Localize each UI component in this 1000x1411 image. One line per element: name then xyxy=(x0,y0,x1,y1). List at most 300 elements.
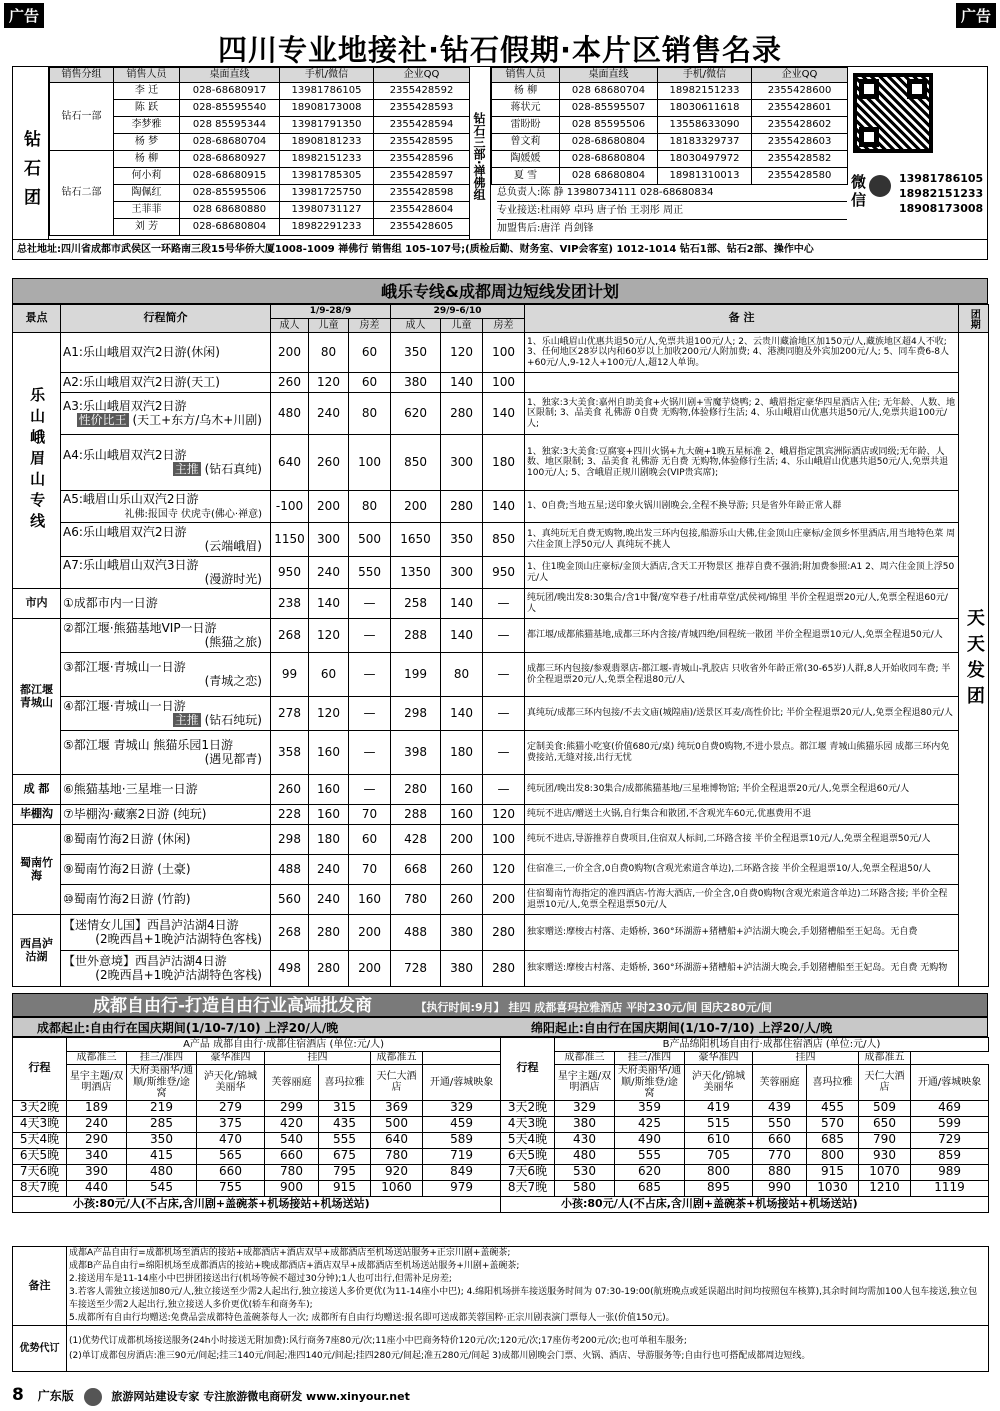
tour-price: 160 xyxy=(309,731,349,775)
sales-row xyxy=(492,168,848,185)
hotel-name: 开通/蓉城映象 xyxy=(423,1065,501,1101)
specialist-line: 专业接送:杜雨婷 卓玛 唐子怡 王羽彤 周正 xyxy=(497,202,847,220)
tour-price: 280 xyxy=(483,915,525,951)
brand-logo-icon xyxy=(84,1388,102,1406)
trip-days: 7天6晚 xyxy=(501,1164,555,1180)
tour-price: — xyxy=(349,775,391,805)
price-cell: 610 xyxy=(685,1132,753,1148)
sales-cell: 2355428594 xyxy=(374,117,470,134)
trip-subtitle: (2晚西昌+1晚泸沽湖特色客栈) xyxy=(95,931,262,946)
sales-cell: 13981725750 xyxy=(280,185,374,202)
price-cell: 470 xyxy=(197,1132,265,1148)
header-price-col: 成人 xyxy=(391,319,441,333)
price-cell: 480 xyxy=(127,1164,197,1180)
tour-note: 独家赠送:摩梭古村落、走婚桥, 360°环湖游+猪槽船+泸沽湖大晚会,手划猪槽船至王妃岛。无自费 无购物 xyxy=(525,951,959,987)
tour-price: 140 xyxy=(309,589,349,619)
hotel-grade: 成都准五 xyxy=(859,1052,911,1065)
price-cell: 420 xyxy=(265,1116,319,1132)
sales-header: 桌面直线 xyxy=(560,68,658,83)
sales-row xyxy=(492,100,848,117)
sales-cell: 028-68680704 xyxy=(180,134,280,151)
header-note: 备 注 xyxy=(525,305,959,333)
trip-days: 6天5晚 xyxy=(13,1148,67,1164)
price-cell: 930 xyxy=(859,1148,911,1164)
hotel-grade: 豪华准四 xyxy=(197,1052,265,1065)
tour-price: 199 xyxy=(391,653,441,697)
tour-note: 定制美食:熊猫小吃宴(价值680元/桌) 纯玩0自费0购物,不进小景点。都江堰 青城山熊猫乐园 成都三环内免费接站,无缝对接,出行无忧 xyxy=(525,731,959,775)
sales-cell: 2355428596 xyxy=(374,151,470,168)
price-cell: 660 xyxy=(753,1132,807,1148)
tour-price: — xyxy=(349,697,391,731)
hotel-name: 喜玛拉雅 xyxy=(319,1065,371,1101)
price-cell: 415 xyxy=(127,1148,197,1164)
header-price-col: 成人 xyxy=(271,319,309,333)
head-office-address: 总社地址:四川省成都市武侯区一环路南三段15号华侨大厦1008-1009 禅佛行 销售组 105-107号;(质检后勤、财务室、VIP会客室) 1012-1014 钻石1部、钻石2部、操作中心 xyxy=(13,239,987,259)
sales-row xyxy=(492,151,848,168)
price-cell: 1060 xyxy=(371,1180,423,1196)
daily-departure: 天天发团 xyxy=(959,333,989,987)
price-row xyxy=(13,1180,501,1196)
tour-price: 160 xyxy=(309,805,349,825)
price-cell: 329 xyxy=(423,1100,501,1116)
tour-row xyxy=(13,491,989,523)
child-price: 小孩:80元/人(不占床,含川剧+盖碗茶+机场接站+机场送站) xyxy=(13,1196,501,1212)
trip-name: A7:乐山峨眉山双汽3日游 xyxy=(63,557,199,572)
price-row xyxy=(501,1100,989,1116)
product-title: B产品绵阳机场自由行·成都住宿酒店 (单位:元/人) xyxy=(555,1038,989,1052)
tour-price: — xyxy=(349,589,391,619)
price-row xyxy=(13,1116,501,1132)
notes-content xyxy=(67,1247,989,1326)
price-cell: 419 xyxy=(685,1100,753,1116)
page-number: 8 xyxy=(12,1385,24,1405)
tour-price: 140 xyxy=(441,697,483,731)
tour-price: 70 xyxy=(349,855,391,885)
trip-days: 3天2晚 xyxy=(501,1100,555,1116)
note-line: 2.接送用车是11-14座小中巴拼团接送出行(机场等候不超过30分钟);1人也可出行,但需补足房差; xyxy=(69,1274,452,1284)
tour-price: 240 xyxy=(309,855,349,885)
sales-group: 钻石二部 xyxy=(50,151,114,236)
agent-content xyxy=(67,1326,989,1372)
tour-price: 560 xyxy=(271,885,309,915)
tour-trip xyxy=(61,885,271,915)
sales-row xyxy=(50,151,470,168)
price-row xyxy=(501,1116,989,1132)
notes-table xyxy=(12,1246,989,1372)
agent-label: 优势代订 xyxy=(13,1326,67,1372)
tour-price: — xyxy=(483,589,525,619)
price-cell: 915 xyxy=(807,1164,859,1180)
trip-name: ⑤都江堰 青城山 熊猫乐园1日游 xyxy=(63,737,234,752)
tour-price: 298 xyxy=(391,697,441,731)
price-cell: 439 xyxy=(753,1100,807,1116)
sales-cell: 13980731127 xyxy=(280,202,374,219)
tour-row xyxy=(13,589,989,619)
free-trip-header: 行程 xyxy=(13,1038,67,1101)
tour-price: 200 xyxy=(349,915,391,951)
price-cell: 729 xyxy=(911,1132,989,1148)
header-scene: 景点 xyxy=(13,305,61,333)
price-cell: 425 xyxy=(615,1116,685,1132)
trip-name: ⑨蜀南竹海2日游 (土豪) xyxy=(63,861,191,876)
trip-subtitle: (遇见都青) xyxy=(204,751,262,766)
tour-price: 240 xyxy=(309,393,349,435)
tour-note: 1、真纯玩无自费无购物,晚出发三环内包接,船游乐山大佛,住金顶山庄豪标/金顶乡怀里酒店,用当地特色菜 周六住金顶上浮50元/人 真纯玩不挑人 xyxy=(525,523,959,557)
price-cell: 1119 xyxy=(911,1180,989,1196)
edition: 广东版 xyxy=(37,1389,74,1403)
tour-trip xyxy=(61,435,271,491)
sales-cell: 杨 柳 xyxy=(114,151,180,168)
hotel-grade: 成都准三 xyxy=(555,1052,615,1065)
ad-label-right: 广告 xyxy=(956,3,996,28)
franchise-line: 加盟售后:唐洋 肖剑锋 xyxy=(497,223,594,234)
hotel-grade: 挂四 xyxy=(753,1052,859,1065)
tour-price: 120 xyxy=(309,373,349,393)
tour-price: 288 xyxy=(391,805,441,825)
trip-name: 【世外意境】西昌泸沽湖4日游 xyxy=(63,953,227,968)
tour-trip xyxy=(61,619,271,653)
tour-trip xyxy=(61,775,271,805)
tour-row xyxy=(13,373,989,393)
price-cell: 189 xyxy=(67,1100,127,1116)
price-cell: 315 xyxy=(319,1100,371,1116)
trip-name: A5:峨眉山乐山双汽2日游 xyxy=(63,491,199,506)
sales-cell: 028-68680927 xyxy=(180,151,280,168)
sales-cell: 18030611618 xyxy=(658,100,752,117)
tour-price: 300 xyxy=(441,557,483,589)
tour-price: 100 xyxy=(483,825,525,855)
price-row xyxy=(13,1100,501,1116)
tour-note: 1、独家:3大美食:嘉州自助美食+火锅川剧+雪魔芋烧鸭; 2、峨眉指定豪华四星酒店入住; 无年龄、人数、地区限制; 3、品美食 礼佛游 0自费 无购物,体验修行生活; 4、乐山峨眉山优惠共退50元/人,免票共退100元/人; xyxy=(525,393,959,435)
tour-price: 1150 xyxy=(271,523,309,557)
tour-price: 280 xyxy=(441,491,483,523)
price-row xyxy=(13,1148,501,1164)
trip-days: 3天2晚 xyxy=(13,1100,67,1116)
note-line: 3.若客人需独立接送加80元/人,独立接送至少需2人起出行,独立接送人多价更优(为11-14座小中巴); 4.绵阳机场拼车接送服务时间为 07:30-19:00(航班晚点或延误超出时间均按照包车核算),其余时间均需加100人包车接送,独立包车接送至少需2人起出行,独立接送人多价更优(轿车和商务车); xyxy=(69,1287,978,1310)
tour-price: 380 xyxy=(441,915,483,951)
price-cell: 780 xyxy=(371,1148,423,1164)
trip-subtitle: (熊猫之旅) xyxy=(204,634,262,649)
trip-name: ③都江堰·青城山一日游 xyxy=(63,659,186,674)
tour-price: 140 xyxy=(483,491,525,523)
price-cell: 920 xyxy=(371,1164,423,1180)
sales-cell: 18908181233 xyxy=(280,134,374,151)
price-cell: 435 xyxy=(319,1116,371,1132)
tour-trip xyxy=(61,373,271,393)
price-cell: 500 xyxy=(371,1116,423,1132)
sales-cell: 雷盼盼 xyxy=(492,117,560,134)
price-cell: 685 xyxy=(807,1132,859,1148)
price-row xyxy=(501,1132,989,1148)
tour-trip xyxy=(61,393,271,435)
price-cell: 1030 xyxy=(807,1180,859,1196)
header-price-col: 房差 xyxy=(483,319,525,333)
tour-note: 1、0自费;当地五星;送印象火锅川剧晚会,全程不换导游; 只是省外年龄正常人群 xyxy=(525,491,959,523)
header-price-col: 儿童 xyxy=(309,319,349,333)
tour-price: 80 xyxy=(349,393,391,435)
sales-cell: 13981785305 xyxy=(280,168,374,185)
free-travel-subtitles xyxy=(12,1017,988,1037)
tour-trip xyxy=(61,589,271,619)
sales-cell: 陶佩红 xyxy=(114,185,180,202)
hotel-grade: 成都准五 xyxy=(371,1052,423,1065)
tour-price: 300 xyxy=(309,523,349,557)
tour-price: 258 xyxy=(391,589,441,619)
tour-price: 260 xyxy=(441,885,483,915)
tour-price: -100 xyxy=(271,491,309,523)
tour-row xyxy=(13,731,989,775)
price-row xyxy=(501,1148,989,1164)
header-trip: 行程简介 xyxy=(61,305,271,333)
tour-trip xyxy=(61,825,271,855)
tour-note: 纯玩不进店,导游推荐自费项目,住宿双人标间,二环路含接 半价全程退票10元/人,免票全程退票50元/人 xyxy=(525,825,959,855)
wechat-phones xyxy=(899,171,989,216)
hotel-name: 开通/蓉城映象 xyxy=(911,1065,989,1101)
price-cell: 895 xyxy=(685,1180,753,1196)
price-cell: 459 xyxy=(423,1116,501,1132)
price-row xyxy=(13,1164,501,1180)
hotel-name: 天仁大酒店 xyxy=(371,1065,423,1101)
sales-cell: 028 85595344 xyxy=(180,117,280,134)
tour-row xyxy=(13,393,989,435)
sales-cell: 刘 芳 xyxy=(114,219,180,236)
tour-row xyxy=(13,653,989,697)
price-cell: 219 xyxy=(127,1100,197,1116)
price-cell: 279 xyxy=(197,1100,265,1116)
trip-tag: 主推 xyxy=(174,712,199,727)
tour-price: 200 xyxy=(483,885,525,915)
hotel-grade: 挂三/准四 xyxy=(127,1052,197,1065)
price-cell: 440 xyxy=(67,1180,127,1196)
tour-price: 350 xyxy=(441,523,483,557)
tour-trip xyxy=(61,333,271,373)
trip-subtitle: 礼佛:报国寺 伏虎寺(佛心·禅意) xyxy=(124,508,262,520)
footer-slogan: 旅游网站建设专家 专注旅游微电商研发 www.xinyour.net xyxy=(111,1390,410,1403)
trip-name: ①成都市内一日游 xyxy=(63,595,158,610)
tour-price: 380 xyxy=(441,951,483,987)
sales-cell: 2355428595 xyxy=(374,134,470,151)
note-line: 成都A产品自由行=成都机场至酒店的接站+成都酒店+酒店双早+成都酒店至机场送站服务+正宗川剧+盖碗茶; xyxy=(69,1248,511,1258)
tour-price: 140 xyxy=(441,619,483,653)
sales-header: 手机/微信 xyxy=(280,68,374,83)
tour-note: 成都三环内包接/参观翡翠店-都江堰-青城山-乳胶店 只收省外年龄正常(30-65岁)人群,8人开始收同车费; 半价全程退票20元/人,免票全程退80元/人 xyxy=(525,653,959,697)
sales-header: 销售人员 xyxy=(114,68,180,83)
sales-cell: 028-68680804 xyxy=(180,219,280,236)
tour-plan-banner: 峨乐专线&成都周边短线发团计划 xyxy=(12,278,988,304)
price-cell: 589 xyxy=(423,1132,501,1148)
tour-price: 240 xyxy=(309,557,349,589)
tour-price: 268 xyxy=(271,619,309,653)
trip-name: ⑧蜀南竹海2日游 (休闲) xyxy=(63,831,191,846)
price-cell: 480 xyxy=(555,1148,615,1164)
hotel-grade: 挂三/准四 xyxy=(615,1052,685,1065)
tour-price: 498 xyxy=(271,951,309,987)
hotel-name: 天府美丽华/通顺/斯维登/途窝 xyxy=(127,1065,197,1101)
tour-price: 488 xyxy=(271,855,309,885)
price-row xyxy=(13,1132,501,1148)
tour-price: 200 xyxy=(271,333,309,373)
trip-subtitle: (2晚西昌+1晚泸沽湖特色客栈) xyxy=(95,967,262,982)
price-cell: 790 xyxy=(859,1132,911,1148)
tour-price: 200 xyxy=(309,491,349,523)
tour-price: 288 xyxy=(391,619,441,653)
price-cell: 350 xyxy=(127,1132,197,1148)
tour-note: 1、独家:3大美食:豆腐宴+四川火锅+九大碗+1晚五星标准 2、峨眉指定凯宾洲际酒店或同级;无年龄、人数、地区限制; 3、品美食 礼佛游 无自费 无购物,体验修行生活; 4、乐山峨眉山优惠共退50元/人,免票共退100元/人; 5、含峨眉正规川剧晚会(VIP贵宾席); xyxy=(525,435,959,491)
contacts-block xyxy=(491,184,847,238)
tour-price: 60 xyxy=(309,653,349,697)
page-title: 四川专业地接社·钻石假期·本片区销售名录 xyxy=(217,33,783,67)
price-cell: 989 xyxy=(911,1164,989,1180)
tour-price: — xyxy=(483,731,525,775)
sales-cell: 2355428602 xyxy=(752,117,848,134)
tour-price: 550 xyxy=(349,557,391,589)
sales-header: 桌面直线 xyxy=(180,68,280,83)
sales-cell: 18981310013 xyxy=(658,168,752,185)
sales-cell: 曾文莉 xyxy=(492,134,560,151)
tour-price: 180 xyxy=(483,435,525,491)
hotel-name: 星宇主题/双明酒店 xyxy=(67,1065,127,1101)
price-cell: 990 xyxy=(753,1180,807,1196)
tour-price: — xyxy=(349,731,391,775)
free-travel-banner xyxy=(12,993,988,1017)
tour-price: 268 xyxy=(271,915,309,951)
trip-days: 5天4晚 xyxy=(13,1132,67,1148)
wechat-icon xyxy=(869,175,891,197)
sales-cell: 2355428598 xyxy=(374,185,470,202)
tour-note: 真纯玩/成都三环内包接/不去文庙(城隍庙)/送景区耳麦/高性价比; 半价全程退票20元/人,免票全程退80元/人 xyxy=(525,697,959,731)
trip-name: ⑥熊猫基地·三星堆一日游 xyxy=(63,781,198,796)
tour-price: 228 xyxy=(271,805,309,825)
tour-price: 160 xyxy=(349,885,391,915)
sales-cell: 028-68680917 xyxy=(180,83,280,100)
sales-cell: 2355428604 xyxy=(374,202,470,219)
phone-1: 13981786105 xyxy=(899,172,984,185)
tour-trip xyxy=(61,805,271,825)
sales-cell: 2355428603 xyxy=(752,134,848,151)
price-cell: 979 xyxy=(423,1180,501,1196)
tour-price: 60 xyxy=(349,333,391,373)
tour-note: 纯玩团/晚出发8:30集合/成都熊猫基地/三星堆博物馆; 半价全程退票20元/人,免票全程退60元/人 xyxy=(525,775,959,805)
trip-name: A1:乐山峨眉双汽2日游(休闲) xyxy=(63,344,220,359)
tour-row xyxy=(13,619,989,653)
trip-days: 8天7晚 xyxy=(13,1180,67,1196)
trip-name: ④都江堰·青城山一日游 xyxy=(63,698,186,713)
tour-price: 260 xyxy=(271,373,309,393)
tour-price: 1350 xyxy=(391,557,441,589)
sales-cell: 2355428601 xyxy=(752,100,848,117)
tour-trip xyxy=(61,557,271,589)
price-cell: 915 xyxy=(319,1180,371,1196)
price-cell: 719 xyxy=(423,1148,501,1164)
trip-days: 5天4晚 xyxy=(501,1132,555,1148)
note-line: 5.成都所有自由行均赠送:免费品尝成都特色盖碗茶每人一次; 成都所有自由行均赠送:报名即可送成都芙蓉国粹·正宗川剧表演门票每人一张(价值150元)。 xyxy=(69,1313,675,1323)
tour-price: — xyxy=(483,697,525,731)
sales-cell: 18908173008 xyxy=(280,100,374,117)
tour-price: 140 xyxy=(441,373,483,393)
price-cell: 660 xyxy=(197,1164,265,1180)
tour-price: — xyxy=(349,619,391,653)
tour-price: 100 xyxy=(349,435,391,491)
price-cell: 770 xyxy=(753,1148,807,1164)
price-cell: 580 xyxy=(555,1180,615,1196)
free-travel-title: 成都自由行-打造自由行业高端批发商 xyxy=(93,996,373,1016)
sales-cell: 028-68680915 xyxy=(180,168,280,185)
tour-price: 850 xyxy=(391,435,441,491)
agent-line: (2)单订成都包房酒店:准三90元/间起;挂三140元/间起;准四140元/间起;挂四280元/间起;准五280元/间起 3)成都川剧晚会门票、火锅、酒店、导游服务等;自由行也可搭配成都周边短线。 xyxy=(69,1350,811,1361)
tour-price: 280 xyxy=(391,775,441,805)
sales-cell: 2355428582 xyxy=(752,151,848,168)
sales-cell: 18982291233 xyxy=(280,219,374,236)
sales-row xyxy=(50,83,470,100)
tour-price: 240 xyxy=(309,885,349,915)
tour-price: 60 xyxy=(349,373,391,393)
sales-cell: 杨 梦 xyxy=(114,134,180,151)
group-label-3: 钻石三部·禅佛组 xyxy=(469,67,491,239)
sales-cell: 2355428597 xyxy=(374,168,470,185)
tour-price: — xyxy=(483,775,525,805)
tour-price: 950 xyxy=(483,557,525,589)
price-cell: 390 xyxy=(67,1164,127,1180)
price-cell: 555 xyxy=(319,1132,371,1148)
sales-cell: 028 68680804 xyxy=(560,168,658,185)
tour-price: 99 xyxy=(271,653,309,697)
trip-name: 【迷情女儿国】西昌泸沽湖4日游 xyxy=(63,917,239,932)
qr-code xyxy=(853,73,933,153)
sales-cell: 028-68680804 xyxy=(560,134,658,151)
sales-cell: 陶媛媛 xyxy=(492,151,560,168)
sales-cell: 18982151233 xyxy=(280,151,374,168)
tour-trip xyxy=(61,915,271,951)
tour-price: 160 xyxy=(441,775,483,805)
tour-note xyxy=(525,373,959,393)
tour-trip xyxy=(61,855,271,885)
price-cell: 849 xyxy=(423,1164,501,1180)
hotel-name: 星宇主题/双明酒店 xyxy=(555,1065,615,1101)
hotel-grade: 挂四 xyxy=(265,1052,371,1065)
tour-row xyxy=(13,951,989,987)
price-cell: 565 xyxy=(197,1148,265,1164)
trip-subtitle: (钻石纯玩) xyxy=(204,712,262,727)
sales-cell: 028 68680880 xyxy=(180,202,280,219)
tour-note: 1、住1晚金顶山庄豪标/金顶大酒店,含天工开物景区 推荐自费不强消;附加费参照:A1 2、周六住金顶上浮50元/人 xyxy=(525,557,959,589)
tour-table xyxy=(12,304,989,987)
tour-row xyxy=(13,805,989,825)
ad-label-left: 广告 xyxy=(4,3,44,28)
sales-cell: 13981786105 xyxy=(280,83,374,100)
tour-price: 280 xyxy=(309,951,349,987)
tour-price: 280 xyxy=(441,393,483,435)
price-cell: 490 xyxy=(615,1132,685,1148)
tour-price: 80 xyxy=(349,491,391,523)
tour-area: 蜀南竹海 xyxy=(13,825,61,915)
tour-row xyxy=(13,915,989,951)
tour-price: 120 xyxy=(309,619,349,653)
tour-price: 80 xyxy=(441,653,483,697)
tour-price: 668 xyxy=(391,855,441,885)
price-cell: 540 xyxy=(265,1132,319,1148)
hotel-name: 芙蓉丽庭 xyxy=(753,1065,807,1101)
price-cell: 620 xyxy=(615,1164,685,1180)
tour-row xyxy=(13,885,989,915)
trip-subtitle: (钻石真纯) xyxy=(204,461,262,476)
tour-price: 70 xyxy=(349,805,391,825)
tour-price: 850 xyxy=(483,523,525,557)
tour-price: 480 xyxy=(271,393,309,435)
tour-price: 728 xyxy=(391,951,441,987)
price-cell: 859 xyxy=(911,1148,989,1164)
tour-price: 500 xyxy=(349,523,391,557)
tour-row xyxy=(13,825,989,855)
